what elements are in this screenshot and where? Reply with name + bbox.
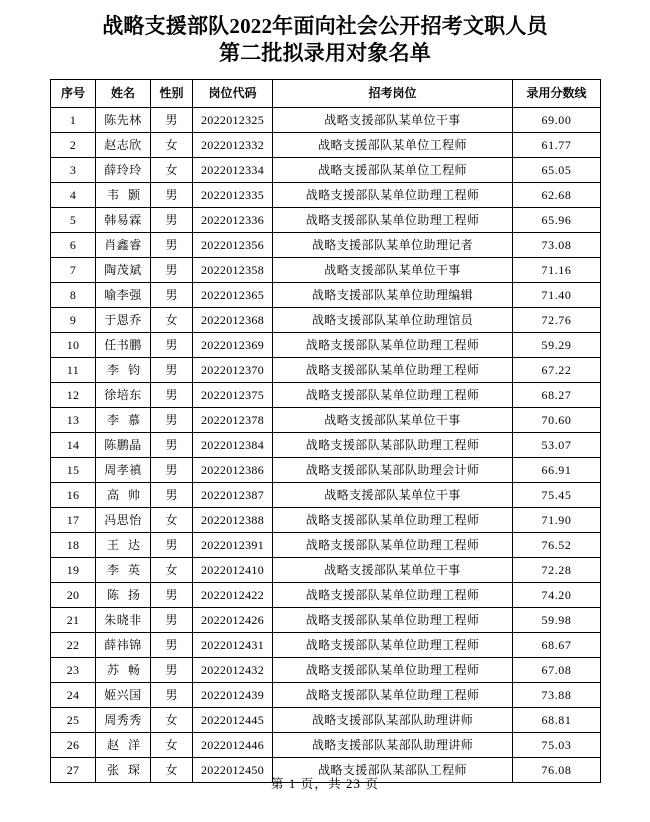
table-row <box>51 508 601 533</box>
cell-index: 27 <box>51 758 96 783</box>
cell-gender: 男 <box>151 483 193 508</box>
cell-score: 67.08 <box>513 658 601 683</box>
cell-index: 15 <box>51 458 96 483</box>
cell-index: 25 <box>51 708 96 733</box>
cell-name: 高帅 <box>96 483 151 508</box>
cell-index: 19 <box>51 558 96 583</box>
table-row <box>51 708 601 733</box>
cell-gender: 男 <box>151 283 193 308</box>
cell-index: 1 <box>51 108 96 133</box>
cell-gender: 男 <box>151 658 193 683</box>
cell-index: 13 <box>51 408 96 433</box>
cell-gender: 男 <box>151 683 193 708</box>
cell-score: 62.68 <box>513 183 601 208</box>
cell-gender: 女 <box>151 158 193 183</box>
page-title <box>0 0 650 67</box>
cell-score: 74.20 <box>513 583 601 608</box>
cell-gender: 男 <box>151 583 193 608</box>
cell-post: 战略支援部队某单位助理工程师 <box>273 583 513 608</box>
roster-table <box>50 79 601 783</box>
cell-gender: 女 <box>151 708 193 733</box>
cell-post: 战略支援部队某单位助理工程师 <box>273 358 513 383</box>
table-row <box>51 533 601 558</box>
cell-name: 徐培东 <box>96 383 151 408</box>
page-footer: 第 1 页，共 23 页 <box>270 777 380 791</box>
table-row <box>51 458 601 483</box>
cell-post: 战略支援部队某单位助理工程师 <box>273 508 513 533</box>
table-row <box>51 158 601 183</box>
cell-gender: 男 <box>151 433 193 458</box>
cell-code: 2022012325 <box>193 108 273 133</box>
column-header-gender: 性别 <box>151 80 193 108</box>
cell-post: 战略支援部队某单位干事 <box>273 483 513 508</box>
table-row <box>51 658 601 683</box>
table-row <box>51 333 601 358</box>
cell-code: 2022012334 <box>193 158 273 183</box>
cell-index: 11 <box>51 358 96 383</box>
cell-post: 战略支援部队某单位助理工程师 <box>273 683 513 708</box>
cell-score: 75.45 <box>513 483 601 508</box>
cell-post: 战略支援部队某单位助理馆员 <box>273 308 513 333</box>
cell-name: 陈扬 <box>96 583 151 608</box>
cell-score: 71.90 <box>513 508 601 533</box>
cell-index: 9 <box>51 308 96 333</box>
cell-name: 冯思怡 <box>96 508 151 533</box>
cell-index: 3 <box>51 158 96 183</box>
cell-index: 14 <box>51 433 96 458</box>
cell-post: 战略支援部队某单位助理工程师 <box>273 658 513 683</box>
cell-code: 2022012422 <box>193 583 273 608</box>
table-row <box>51 208 601 233</box>
cell-post: 战略支援部队某单位工程师 <box>273 133 513 158</box>
cell-post: 战略支援部队某单位干事 <box>273 108 513 133</box>
cell-post: 战略支援部队某单位助理编辑 <box>273 283 513 308</box>
table-row <box>51 633 601 658</box>
cell-name: 姬兴国 <box>96 683 151 708</box>
table-row <box>51 183 601 208</box>
cell-index: 17 <box>51 508 96 533</box>
cell-score: 75.03 <box>513 733 601 758</box>
cell-post: 战略支援部队某部队助理讲师 <box>273 708 513 733</box>
cell-score: 73.88 <box>513 683 601 708</box>
cell-post: 战略支援部队某单位助理工程师 <box>273 208 513 233</box>
column-header-post: 招考岗位 <box>273 80 513 108</box>
table-row <box>51 283 601 308</box>
cell-score: 66.91 <box>513 458 601 483</box>
cell-score: 65.96 <box>513 208 601 233</box>
cell-code: 2022012387 <box>193 483 273 508</box>
cell-code: 2022012375 <box>193 383 273 408</box>
cell-code: 2022012450 <box>193 758 273 783</box>
cell-name: 陈鹏晶 <box>96 433 151 458</box>
cell-code: 2022012432 <box>193 658 273 683</box>
cell-score: 68.67 <box>513 633 601 658</box>
cell-gender: 男 <box>151 208 193 233</box>
cell-score: 59.98 <box>513 608 601 633</box>
cell-code: 2022012446 <box>193 733 273 758</box>
table-row <box>51 233 601 258</box>
cell-index: 23 <box>51 658 96 683</box>
cell-code: 2022012439 <box>193 683 273 708</box>
cell-name: 赵志欣 <box>96 133 151 158</box>
table-row <box>51 108 601 133</box>
cell-code: 2022012332 <box>193 133 273 158</box>
cell-post: 战略支援部队某部队助理工程师 <box>273 433 513 458</box>
table-row <box>51 683 601 708</box>
cell-code: 2022012388 <box>193 508 273 533</box>
cell-code: 2022012378 <box>193 408 273 433</box>
table-row <box>51 358 601 383</box>
column-header-index: 序号 <box>51 80 96 108</box>
cell-name: 李英 <box>96 558 151 583</box>
column-header-code: 岗位代码 <box>193 80 273 108</box>
cell-name: 薛祎锦 <box>96 633 151 658</box>
cell-name: 周秀秀 <box>96 708 151 733</box>
cell-code: 2022012356 <box>193 233 273 258</box>
cell-post: 战略支援部队某单位干事 <box>273 408 513 433</box>
cell-index: 26 <box>51 733 96 758</box>
cell-name: 周孝禛 <box>96 458 151 483</box>
cell-score: 67.22 <box>513 358 601 383</box>
cell-gender: 女 <box>151 308 193 333</box>
roster-table-header <box>51 80 601 108</box>
cell-score: 76.08 <box>513 758 601 783</box>
table-row <box>51 433 601 458</box>
table-header-row <box>51 80 601 108</box>
cell-code: 2022012426 <box>193 608 273 633</box>
cell-code: 2022012335 <box>193 183 273 208</box>
cell-gender: 女 <box>151 508 193 533</box>
cell-gender: 男 <box>151 533 193 558</box>
cell-code: 2022012358 <box>193 258 273 283</box>
cell-index: 4 <box>51 183 96 208</box>
cell-name: 于恩乔 <box>96 308 151 333</box>
cell-post: 战略支援部队某单位助理工程师 <box>273 633 513 658</box>
cell-code: 2022012370 <box>193 358 273 383</box>
cell-score: 53.07 <box>513 433 601 458</box>
cell-name: 陶茂斌 <box>96 258 151 283</box>
cell-index: 21 <box>51 608 96 633</box>
cell-index: 7 <box>51 258 96 283</box>
cell-gender: 男 <box>151 608 193 633</box>
cell-name: 李钧 <box>96 358 151 383</box>
cell-index: 8 <box>51 283 96 308</box>
cell-score: 61.77 <box>513 133 601 158</box>
cell-code: 2022012368 <box>193 308 273 333</box>
cell-score: 68.81 <box>513 708 601 733</box>
cell-name: 任书鹏 <box>96 333 151 358</box>
cell-post: 战略支援部队某单位助理记者 <box>273 233 513 258</box>
cell-score: 71.16 <box>513 258 601 283</box>
cell-code: 2022012391 <box>193 533 273 558</box>
cell-gender: 男 <box>151 233 193 258</box>
cell-post: 战略支援部队某单位助理工程师 <box>273 383 513 408</box>
cell-name: 李慕 <box>96 408 151 433</box>
table-row <box>51 308 601 333</box>
cell-index: 10 <box>51 333 96 358</box>
cell-name: 苏畅 <box>96 658 151 683</box>
table-row <box>51 383 601 408</box>
cell-score: 70.60 <box>513 408 601 433</box>
cell-post: 战略支援部队某单位工程师 <box>273 158 513 183</box>
cell-score: 68.27 <box>513 383 601 408</box>
cell-score: 69.00 <box>513 108 601 133</box>
table-row <box>51 133 601 158</box>
cell-post: 战略支援部队某部队助理讲师 <box>273 733 513 758</box>
column-header-name: 姓名 <box>96 80 151 108</box>
cell-code: 2022012384 <box>193 433 273 458</box>
cell-code: 2022012369 <box>193 333 273 358</box>
cell-post: 战略支援部队某部队助理会计师 <box>273 458 513 483</box>
cell-name: 薛玲玲 <box>96 158 151 183</box>
cell-index: 22 <box>51 633 96 658</box>
cell-gender: 女 <box>151 733 193 758</box>
cell-gender: 男 <box>151 633 193 658</box>
cell-name: 肖鑫睿 <box>96 233 151 258</box>
cell-name: 王达 <box>96 533 151 558</box>
cell-index: 12 <box>51 383 96 408</box>
table-row <box>51 558 601 583</box>
cell-score: 72.76 <box>513 308 601 333</box>
cell-gender: 男 <box>151 408 193 433</box>
cell-gender: 男 <box>151 358 193 383</box>
cell-post: 战略支援部队某单位助理工程师 <box>273 608 513 633</box>
cell-index: 5 <box>51 208 96 233</box>
table-row <box>51 608 601 633</box>
cell-index: 2 <box>51 133 96 158</box>
cell-post: 战略支援部队某单位助理工程师 <box>273 183 513 208</box>
cell-post: 战略支援部队某单位干事 <box>273 258 513 283</box>
table-row <box>51 483 601 508</box>
cell-index: 18 <box>51 533 96 558</box>
cell-gender: 男 <box>151 383 193 408</box>
cell-gender: 男 <box>151 258 193 283</box>
cell-name: 韩易霖 <box>96 208 151 233</box>
cell-code: 2022012386 <box>193 458 273 483</box>
cell-post: 战略支援部队某单位助理工程师 <box>273 333 513 358</box>
cell-gender: 女 <box>151 558 193 583</box>
page-title-line-1: 战略支援部队2022年面向社会公开招考文职人员 <box>102 14 548 38</box>
cell-gender: 男 <box>151 183 193 208</box>
cell-gender: 男 <box>151 108 193 133</box>
column-header-score: 录用分数线 <box>513 80 601 108</box>
cell-index: 6 <box>51 233 96 258</box>
cell-code: 2022012365 <box>193 283 273 308</box>
cell-post: 战略支援部队某单位助理工程师 <box>273 533 513 558</box>
cell-score: 76.52 <box>513 533 601 558</box>
roster-table-container <box>0 67 650 783</box>
cell-score: 71.40 <box>513 283 601 308</box>
cell-code: 2022012410 <box>193 558 273 583</box>
cell-score: 72.28 <box>513 558 601 583</box>
roster-table-body <box>51 108 601 783</box>
cell-gender: 女 <box>151 133 193 158</box>
table-row <box>51 408 601 433</box>
cell-index: 20 <box>51 583 96 608</box>
cell-post: 战略支援部队某单位干事 <box>273 558 513 583</box>
cell-post: 战略支援部队某部队工程师 <box>273 758 513 783</box>
cell-name: 朱晓非 <box>96 608 151 633</box>
page-title-line-2: 第二批拟录用对象名单 <box>219 41 431 65</box>
cell-name: 陈先林 <box>96 108 151 133</box>
cell-code: 2022012445 <box>193 708 273 733</box>
cell-code: 2022012336 <box>193 208 273 233</box>
table-row <box>51 258 601 283</box>
cell-name: 喻李强 <box>96 283 151 308</box>
cell-index: 24 <box>51 683 96 708</box>
cell-gender: 男 <box>151 333 193 358</box>
cell-gender: 女 <box>151 758 193 783</box>
table-row <box>51 733 601 758</box>
cell-code: 2022012431 <box>193 633 273 658</box>
cell-score: 73.08 <box>513 233 601 258</box>
cell-score: 59.29 <box>513 333 601 358</box>
cell-gender: 男 <box>151 458 193 483</box>
cell-index: 16 <box>51 483 96 508</box>
cell-name: 赵洋 <box>96 733 151 758</box>
cell-score: 65.05 <box>513 158 601 183</box>
cell-name: 张琛 <box>96 758 151 783</box>
cell-name: 韦颢 <box>96 183 151 208</box>
table-row <box>51 583 601 608</box>
